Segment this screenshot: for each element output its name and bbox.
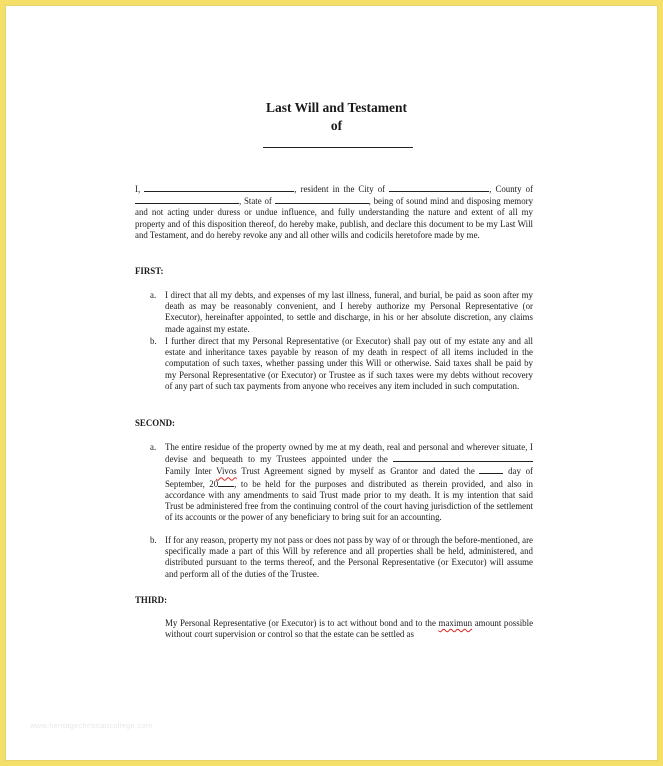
item-marker: a.	[150, 442, 157, 452]
day-blank	[479, 465, 503, 474]
third-paragraph	[165, 618, 533, 640]
state-blank	[275, 195, 369, 204]
document-page	[6, 6, 657, 760]
intro-text: , County	[489, 184, 522, 194]
first-heading: FIRST:	[135, 266, 164, 276]
watermark: www.heritagechristiancollege.com	[30, 721, 153, 730]
item-text-part: day of September, 20	[165, 466, 533, 489]
item-text-part: as Grantor and dated the	[378, 466, 475, 477]
item-marker: b.	[150, 535, 157, 545]
spellcheck-word: maximun	[438, 618, 473, 628]
item-text: If for any reason, property my not pass or does not pass by way of or through the before-mentioned, are specifically made a part of this Will by reference and all properties shall be held, administered, and distributed pursuant to the terms thereof, and the Personal Representative (or Executor) will assume and perform all of the duties of the Trustee.	[165, 535, 533, 579]
document-title: Last Will and Testament	[266, 100, 407, 115]
item-text-part: wherever situate, I devise and bequeath to my Trustees appointed under the	[165, 442, 533, 465]
intro-text: I,	[135, 184, 141, 194]
second-heading: SECOND:	[135, 418, 175, 428]
item-text: I direct that all my debts, and expenses of my last illness, funeral, and burial, be paid as soon after my death as may be reasonably convenient, and I hereby authorize my Personal Representative (or Executor), hereinafter appointed, to settle and discharge, in his or her absolute discretion, any claims made against my estate.	[165, 290, 533, 334]
name-blank	[144, 183, 294, 192]
third-heading: THIRD:	[135, 595, 168, 605]
document-title-of: of	[330, 118, 343, 133]
item-text-part: , to be held for the purposes and	[234, 478, 364, 489]
county-blank	[135, 195, 239, 204]
item-text-part: distributed as therein provided, and also in accordance with any amendments to said Trust made prior to my death. It is my intention that said Trust be administered free from the continuing control of the court having jurisdiction of the settlement of its accounts or the power of any beneficiary to bring suit for an accounting.	[165, 478, 533, 523]
item-text-part: The entire residue of the property owned by me at my death, real and personal and	[165, 442, 464, 452]
city-blank	[389, 183, 489, 192]
intro-text: , State of	[239, 196, 272, 207]
item-marker: b.	[150, 336, 157, 346]
item-text-part: Family Inter	[165, 466, 212, 477]
item-text: I further direct that my Personal Representative (or Executor) shall pay out of my estate any and all estate and inheritance taxes payable by reason of my death in respect of all items included in the computation of such taxes, whether passing under this Will or otherwise. Said taxes shall be paid by my Personal Representative (or Executor) or Trustee as if such taxes were my debts without recovery of any part of such tax payments from anyone who receives any item included in such computation.	[165, 336, 533, 391]
paragraph-text: My Personal Representative (or Executor) is to act without bond and to the	[165, 618, 436, 628]
item-marker: a.	[150, 290, 157, 300]
paragraph-text: amount possible without court supervision or control so that the estate can be settled as	[165, 618, 534, 640]
intro-text: , resident in the City of	[294, 184, 386, 194]
intro-text: of	[525, 184, 534, 194]
intro-text: , being of sound mind and	[368, 196, 464, 207]
item-text-part: Trust Agreement signed by myself	[241, 466, 374, 477]
trust-name-blank	[393, 453, 533, 462]
testator-name-blank	[263, 147, 413, 148]
intro-paragraph	[135, 183, 533, 241]
item-text	[165, 442, 533, 523]
intro-text: disposing memory and not acting under duress or undue influence, and fully understanding the nature and extent of all my property and of this disposition thereof, do hereby make, publish, and declare this document to be my Last Will and Testament, and do hereby revoke any and all other wills and codicils heretofore made by me.	[135, 196, 534, 240]
year-blank	[218, 478, 234, 487]
spellcheck-word: Vivos	[216, 466, 237, 477]
